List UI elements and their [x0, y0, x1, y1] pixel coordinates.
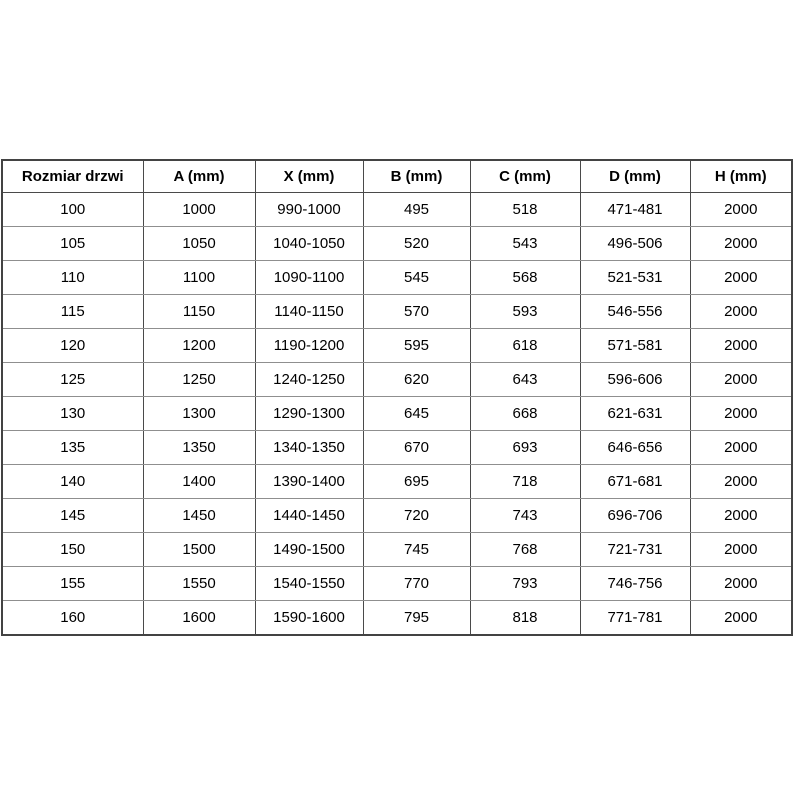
table-cell: 570: [363, 295, 470, 329]
table-cell: 621-631: [580, 397, 690, 431]
table-row: [2, 329, 792, 363]
column-header: D (mm): [580, 160, 690, 193]
table-cell: 2000: [690, 193, 792, 227]
table-cell: 2000: [690, 567, 792, 601]
table-cell: 1340-1350: [255, 431, 363, 465]
table-row: [2, 227, 792, 261]
table-row: [2, 499, 792, 533]
table-cell: 115: [2, 295, 143, 329]
table-cell: 1450: [143, 499, 255, 533]
table-cell: 1090-1100: [255, 261, 363, 295]
table-cell: 2000: [690, 601, 792, 636]
table-cell: 1600: [143, 601, 255, 636]
table-cell: 746-756: [580, 567, 690, 601]
table-row: [2, 533, 792, 567]
table-cell: 770: [363, 567, 470, 601]
table-cell: 150: [2, 533, 143, 567]
table-cell: 496-506: [580, 227, 690, 261]
table-cell: 720: [363, 499, 470, 533]
table-cell: 110: [2, 261, 143, 295]
table-cell: 1050: [143, 227, 255, 261]
table-row: [2, 431, 792, 465]
door-size-table: [1, 159, 793, 636]
table-cell: 2000: [690, 431, 792, 465]
table-cell: 1040-1050: [255, 227, 363, 261]
table-cell: 545: [363, 261, 470, 295]
table-cell: 696-706: [580, 499, 690, 533]
table-cell: 543: [470, 227, 580, 261]
table-cell: 1150: [143, 295, 255, 329]
table-cell: 768: [470, 533, 580, 567]
table-cell: 771-781: [580, 601, 690, 636]
table-cell: 671-681: [580, 465, 690, 499]
table-cell: 1000: [143, 193, 255, 227]
table-cell: 521-531: [580, 261, 690, 295]
table-cell: 1250: [143, 363, 255, 397]
table-cell: 618: [470, 329, 580, 363]
table-cell: 1200: [143, 329, 255, 363]
table-cell: 646-656: [580, 431, 690, 465]
table-cell: 1100: [143, 261, 255, 295]
table-cell: 1240-1250: [255, 363, 363, 397]
table-cell: 793: [470, 567, 580, 601]
table-cell: 670: [363, 431, 470, 465]
table-cell: 990-1000: [255, 193, 363, 227]
table-cell: 130: [2, 397, 143, 431]
table-row: [2, 567, 792, 601]
column-header: H (mm): [690, 160, 792, 193]
table-cell: 125: [2, 363, 143, 397]
table-cell: 2000: [690, 499, 792, 533]
table-cell: 693: [470, 431, 580, 465]
table-cell: 546-556: [580, 295, 690, 329]
table-cell: 2000: [690, 227, 792, 261]
table-cell: 1300: [143, 397, 255, 431]
column-header: B (mm): [363, 160, 470, 193]
table-header: [2, 160, 792, 193]
table-cell: 795: [363, 601, 470, 636]
table-cell: 1590-1600: [255, 601, 363, 636]
table-cell: 518: [470, 193, 580, 227]
table-cell: 743: [470, 499, 580, 533]
table-cell: 596-606: [580, 363, 690, 397]
table-row: [2, 295, 792, 329]
table-cell: 1140-1150: [255, 295, 363, 329]
table-cell: 595: [363, 329, 470, 363]
table-cell: 1490-1500: [255, 533, 363, 567]
table-cell: 520: [363, 227, 470, 261]
table-cell: 1540-1550: [255, 567, 363, 601]
table-cell: 2000: [690, 363, 792, 397]
table-cell: 2000: [690, 465, 792, 499]
table-row: [2, 465, 792, 499]
table-cell: 695: [363, 465, 470, 499]
table-cell: 1290-1300: [255, 397, 363, 431]
table-cell: 2000: [690, 397, 792, 431]
column-header: X (mm): [255, 160, 363, 193]
table-row: [2, 193, 792, 227]
table-cell: 2000: [690, 329, 792, 363]
table-body: [2, 193, 792, 636]
table-cell: 471-481: [580, 193, 690, 227]
table-cell: 1350: [143, 431, 255, 465]
table-cell: 100: [2, 193, 143, 227]
table-row: [2, 261, 792, 295]
table-cell: 593: [470, 295, 580, 329]
table-cell: 2000: [690, 261, 792, 295]
table-cell: 668: [470, 397, 580, 431]
header-row: [2, 160, 792, 193]
table-cell: 145: [2, 499, 143, 533]
table-cell: 1500: [143, 533, 255, 567]
table-cell: 2000: [690, 533, 792, 567]
table-cell: 105: [2, 227, 143, 261]
table-cell: 745: [363, 533, 470, 567]
table-cell: 718: [470, 465, 580, 499]
table-cell: 1440-1450: [255, 499, 363, 533]
table-row: [2, 601, 792, 636]
table-cell: 495: [363, 193, 470, 227]
column-header: C (mm): [470, 160, 580, 193]
column-header: Rozmiar drzwi: [2, 160, 143, 193]
table-cell: 160: [2, 601, 143, 636]
table-cell: 568: [470, 261, 580, 295]
table-cell: 1550: [143, 567, 255, 601]
table-cell: 140: [2, 465, 143, 499]
table-cell: 643: [470, 363, 580, 397]
table-cell: 571-581: [580, 329, 690, 363]
size-table-container: [1, 159, 792, 636]
table-row: [2, 363, 792, 397]
table-cell: 645: [363, 397, 470, 431]
table-cell: 2000: [690, 295, 792, 329]
table-cell: 620: [363, 363, 470, 397]
table-cell: 1190-1200: [255, 329, 363, 363]
table-cell: 155: [2, 567, 143, 601]
table-cell: 1400: [143, 465, 255, 499]
table-cell: 1390-1400: [255, 465, 363, 499]
table-cell: 818: [470, 601, 580, 636]
table-row: [2, 397, 792, 431]
table-cell: 721-731: [580, 533, 690, 567]
column-header: A (mm): [143, 160, 255, 193]
table-cell: 120: [2, 329, 143, 363]
table-cell: 135: [2, 431, 143, 465]
